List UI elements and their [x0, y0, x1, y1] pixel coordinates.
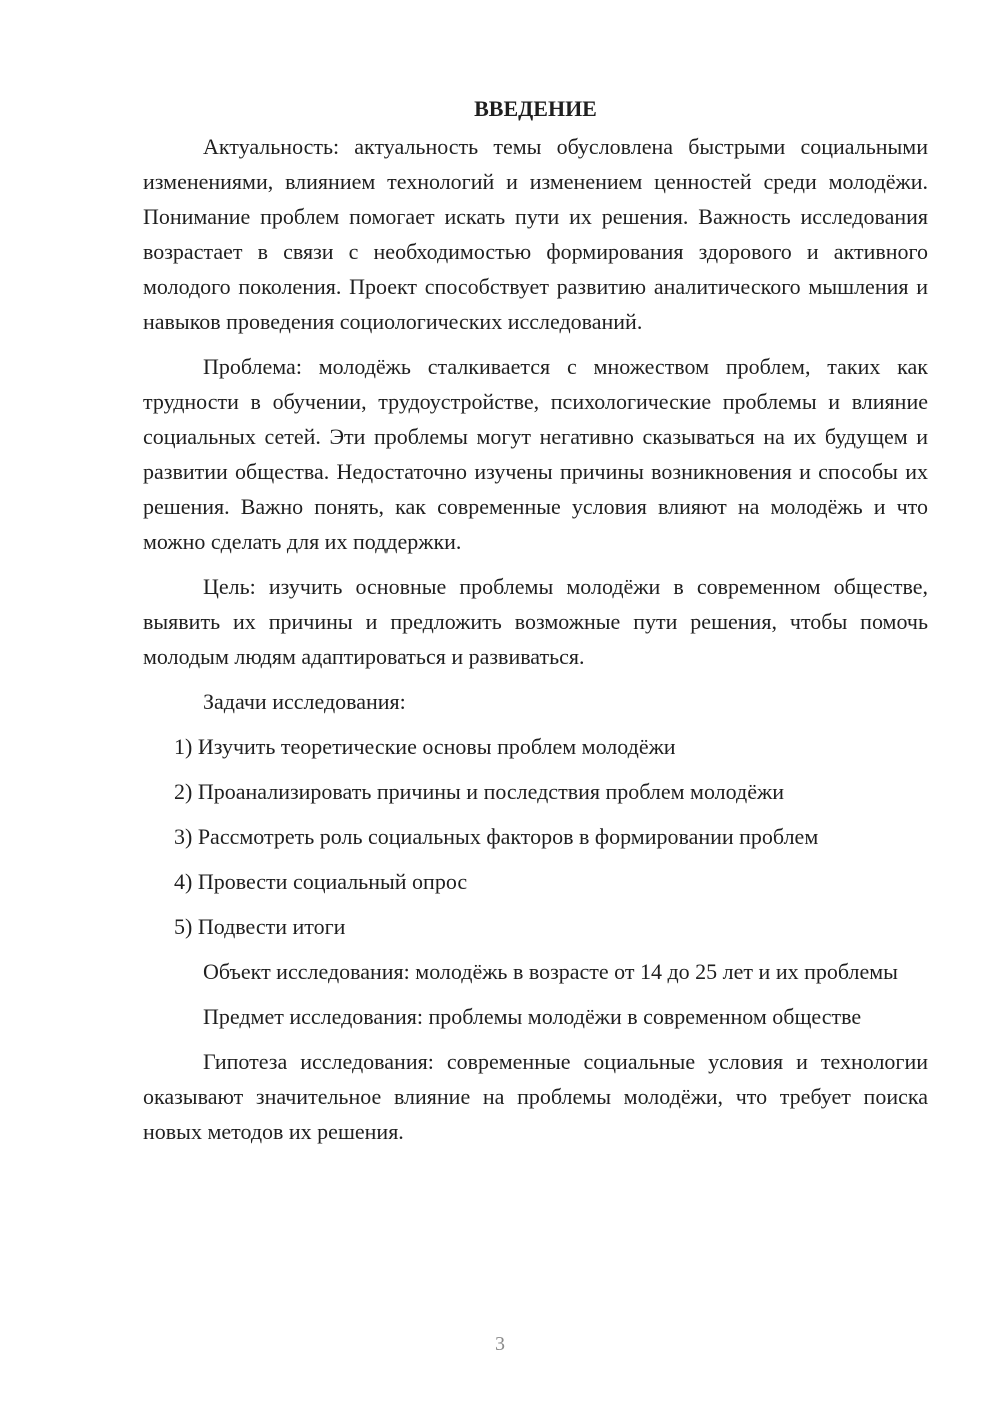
- task-item: 3) Рассмотреть роль социальных факторов в формировании проблем: [174, 824, 819, 849]
- tasks-heading: Задачи исследования:: [203, 689, 406, 714]
- tasks-list: [143, 729, 928, 944]
- task-item: 4) Провести социальный опрос: [174, 869, 468, 894]
- task-item: 1) Изучить теоретические основы проблем молодёжи: [174, 734, 676, 759]
- subject-paragraph: Предмет исследования: проблемы молодёжи в современном обществе: [203, 1004, 862, 1029]
- task-item: 2) Проанализировать причины и последствия проблем молодёжи: [174, 779, 784, 804]
- hypothesis-paragraph: Гипотеза исследования: современные социальные условия и технологии оказывают значительное влияние на проблемы молодёжи, что требует поиска новых методов их решения.: [143, 1049, 928, 1144]
- page-number: 3: [495, 1333, 505, 1355]
- object-paragraph: Объект исследования: молодёжь в возрасте от 14 до 25 лет и их проблемы: [203, 959, 898, 984]
- relevance-paragraph: Актуальность: актуальность темы обусловлена быстрыми социальными изменениями, влиянием технологий и изменением ценностей среди молодёжи. Понимание проблем помогает искать пути их решения. Важность исследования возрастает в связи с необходимостью формирования здорового и активного молодого поколения. Проект способствует развитию аналитического мышления и навыков проведения социологических исследований.: [143, 134, 928, 334]
- page-content: [143, 91, 928, 1159]
- goal-paragraph: Цель: изучить основные проблемы молодёжи в современном обществе, выявить их причины и предложить возможные пути решения, чтобы помочь молодым людям адаптироваться и развиваться.: [143, 574, 928, 669]
- task-item: 5) Подвести итоги: [174, 914, 346, 939]
- problem-paragraph: Проблема: молодёжь сталкивается с множеством проблем, таких как трудности в обучении, трудоустройстве, психологические проблемы и влияние социальных сетей. Эти проблемы могут негативно сказываться на их будущем и развитии общества. Недостаточно изучены причины возникновения и способы их решения. Важно понять, как современные условия влияют на молодёжь и что можно сделать для их поддержки.: [143, 354, 928, 554]
- section-title: ВВЕДЕНИЕ: [474, 96, 597, 121]
